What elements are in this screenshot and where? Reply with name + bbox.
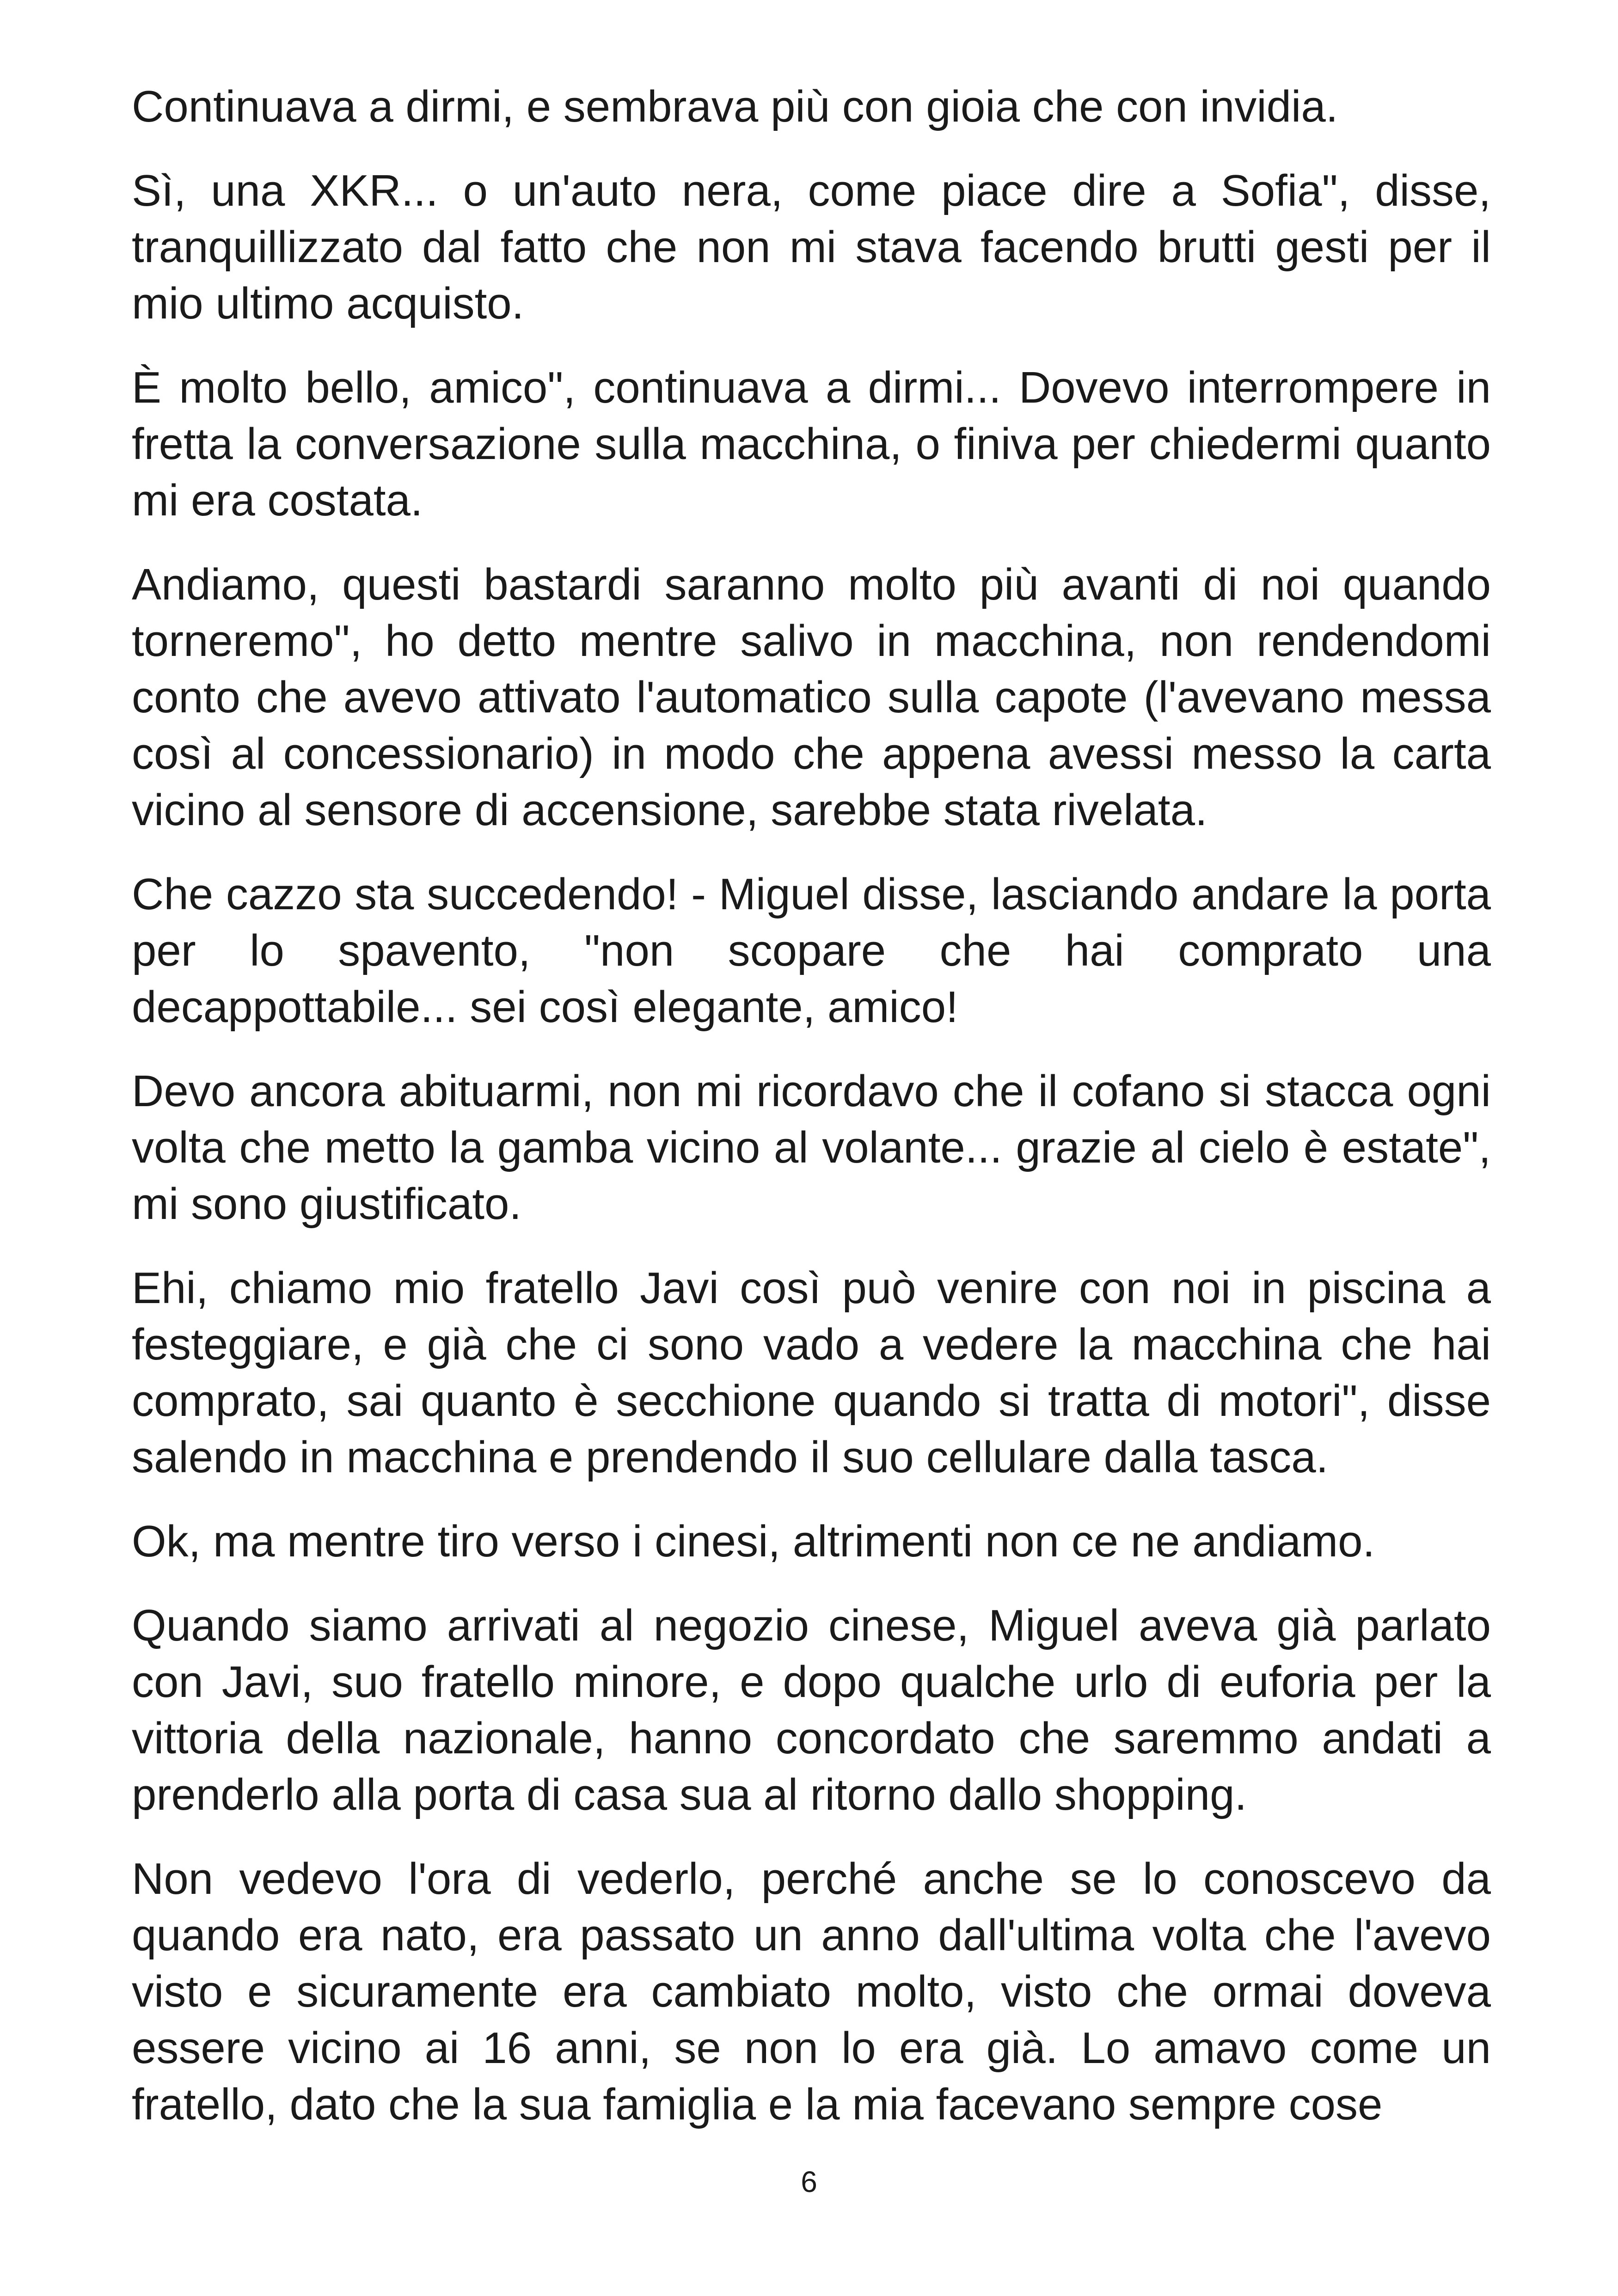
paragraph: È molto bello, amico", continuava a dirmi... Dovevo interrompere in fretta la conversazione sulla macchina, o finiva per chiedermi quanto mi era costata. xyxy=(132,363,1491,525)
paragraph: Andiamo, questi bastardi saranno molto più avanti di noi quando torneremo", ho detto mentre salivo in macchina, non rendendomi conto che avevo attivato l'automatico sulla capote (l'avevano messa così al concessionario) in modo che appena avessi messo la carta vicino al sensore di accensione, sarebbe stata rivelata. xyxy=(132,560,1491,835)
paragraph: Devo ancora abituarmi, non mi ricordavo che il cofano si stacca ogni volta che metto la gamba vicino al volante... grazie al cielo è estate", mi sono giustificato. xyxy=(132,1066,1491,1229)
body-text xyxy=(132,79,1491,2133)
paragraph: Non vedevo l'ora di vederlo, perché anche se lo conoscevo da quando era nato, era passato un anno dall'ultima volta che l'avevo visto e sicuramente era cambiato molto, visto che ormai doveva essere vicino ai 16 anni, se non lo era già. Lo amavo come un fratello, dato che la sua famiglia e la mia facevano sempre cose xyxy=(132,1854,1491,2129)
paragraph: Che cazzo sta succedendo! - Miguel disse, lasciando andare la porta per lo spavento, "non scopare che hai comprato una decappottabile... sei così elegante, amico! xyxy=(132,869,1491,1032)
paragraph: Ok, ma mentre tiro verso i cinesi, altrimenti non ce ne andiamo. xyxy=(132,1517,1375,1566)
paragraph: Sì, una XKR... o un'auto nera, come piace dire a Sofia", disse, tranquillizzato dal fatto che non mi stava facendo brutti gesti per il mio ultimo acquisto. xyxy=(132,166,1491,328)
paragraph: Ehi, chiamo mio fratello Javi così può venire con noi in piscina a festeggiare, e già che ci sono vado a vedere la macchina che hai comprato, sai quanto è secchione quando si tratta di motori", disse salendo in macchina e prendendo il suo cellulare dalla tasca. xyxy=(132,1263,1491,1482)
paragraph: Quando siamo arrivati al negozio cinese, Miguel aveva già parlato con Javi, suo fratello minore, e dopo qualche urlo di euforia per la vittoria della nazionale, hanno concordato che saremmo andati a prenderlo alla porta di casa sua al ritorno dallo shopping. xyxy=(132,1601,1491,1819)
paragraph: Continuava a dirmi, e sembrava più con gioia che con invidia. xyxy=(132,82,1338,131)
page-number: 6 xyxy=(801,2165,817,2198)
